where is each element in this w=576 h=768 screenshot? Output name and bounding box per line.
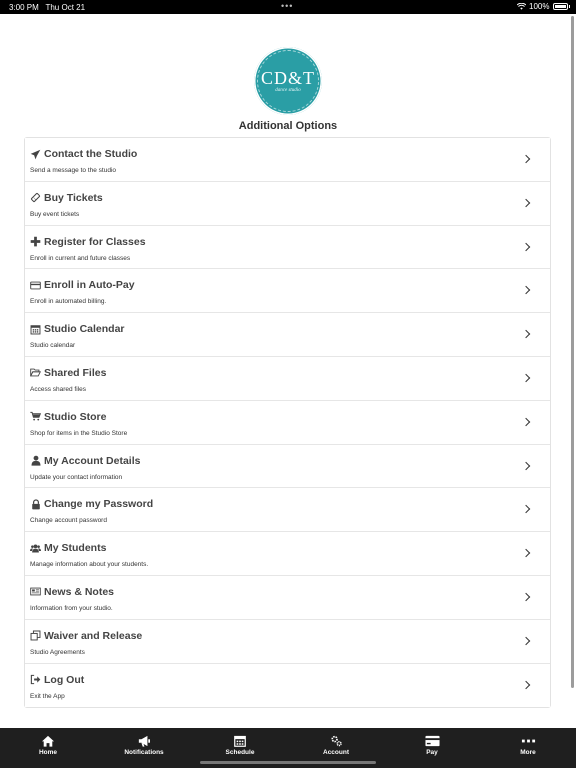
ellipsis-icon [521, 735, 536, 747]
option-subtitle: Change account password [30, 517, 107, 525]
page-title: Additional Options [238, 120, 338, 132]
option-buy-tickets[interactable] [25, 182, 550, 226]
users-icon [30, 543, 41, 554]
option-subtitle: Studio Agreements [30, 648, 85, 656]
option-enroll-in-auto-pay[interactable] [25, 269, 550, 313]
option-title-text: News & Notes [44, 585, 115, 598]
option-studio-calendar[interactable] [25, 313, 550, 357]
option-title [30, 236, 146, 248]
option-title-text: Waiver and Release [44, 629, 143, 642]
newspaper-icon [30, 586, 41, 597]
options-list [24, 137, 551, 708]
shopping-cart-icon [30, 411, 41, 422]
option-waiver-and-release[interactable] [25, 620, 550, 664]
option-subtitle: Exit the App [30, 692, 65, 700]
chevron-right-icon [522, 461, 530, 469]
chevron-right-icon [522, 505, 530, 513]
option-title-text: Contact the Studio [44, 148, 138, 160]
option-title [30, 455, 140, 467]
credit-card-icon [425, 735, 440, 747]
battery-percent: 100% [529, 2, 550, 11]
chevron-right-icon [522, 155, 530, 163]
sign-out-icon [30, 674, 41, 685]
tab-notifications[interactable] [96, 728, 192, 768]
tab-pay[interactable] [384, 728, 480, 768]
clone-icon [30, 630, 41, 641]
option-my-account-details[interactable] [25, 445, 550, 489]
calendar-icon [234, 735, 246, 747]
option-title-text: Register for Classes [44, 235, 146, 248]
option-subtitle: Update your contact information [30, 473, 123, 481]
tab-label: Notifications [124, 749, 164, 756]
option-title-text: Studio Calendar [44, 323, 125, 336]
option-subtitle: Shop for items in the Studio Store [30, 429, 128, 437]
option-title-text: Change my Password [44, 498, 154, 511]
option-title-text: Enroll in Auto-Pay [44, 279, 135, 292]
option-title [30, 586, 114, 598]
bullhorn-icon [137, 735, 151, 747]
option-title [30, 279, 135, 291]
plus-icon [30, 236, 41, 247]
option-subtitle: Manage information about your students. [30, 561, 149, 569]
option-shared-files[interactable] [25, 357, 550, 401]
option-change-my-password[interactable] [25, 488, 550, 532]
option-register-for-classes[interactable] [25, 226, 550, 270]
ticket-icon [30, 192, 41, 203]
option-subtitle: Enroll in automated billing. [30, 298, 107, 306]
chevron-right-icon [522, 374, 530, 382]
option-contact-the-studio[interactable] [25, 138, 550, 182]
calendar-icon [30, 324, 41, 335]
tab-label: Account [323, 749, 349, 756]
chevron-right-icon [522, 637, 530, 645]
option-subtitle: Information from your studio. [30, 604, 113, 612]
option-title-text: Shared Files [44, 366, 107, 379]
status-bar [0, 0, 576, 14]
option-title [30, 192, 103, 204]
option-title-text: Log Out [44, 673, 85, 686]
option-title-text: Buy Tickets [44, 191, 103, 204]
option-title-text: My Students [44, 542, 107, 555]
chevron-right-icon [522, 593, 530, 601]
tab-label: More [520, 749, 536, 756]
chevron-right-icon [522, 199, 530, 207]
tab-label: Home [38, 749, 58, 756]
option-title [30, 411, 106, 423]
option-title-text: Studio Store [44, 410, 107, 423]
lock-icon [30, 499, 41, 510]
credit-card-icon [30, 280, 41, 291]
chevron-right-icon [522, 418, 530, 426]
option-title [30, 148, 137, 160]
chevron-right-icon [522, 330, 530, 338]
cogs-icon [330, 735, 343, 747]
option-subtitle: Enroll in current and future classes [30, 254, 131, 262]
chevron-right-icon [522, 242, 530, 250]
status-right [517, 2, 570, 11]
option-title-text: My Account Details [44, 454, 141, 467]
chevron-right-icon [522, 286, 530, 294]
tab-label: Schedule [225, 749, 255, 756]
option-title [30, 498, 153, 510]
option-news-notes[interactable] [25, 576, 550, 620]
scroll-indicator[interactable] [571, 16, 574, 688]
option-title [30, 367, 106, 379]
tab-home[interactable] [0, 728, 96, 768]
multitasking-dots[interactable]: ••• [281, 1, 294, 11]
option-title [30, 542, 106, 554]
home-icon [41, 735, 55, 747]
paper-plane-icon [30, 149, 41, 160]
option-my-students[interactable] [25, 532, 550, 576]
home-indicator[interactable] [200, 761, 376, 764]
option-log-out[interactable] [25, 664, 550, 708]
option-title [30, 323, 125, 335]
option-studio-store[interactable] [25, 401, 550, 445]
option-title [30, 630, 142, 642]
chevron-right-icon [522, 549, 530, 557]
wifi-icon [517, 3, 526, 10]
tab-label: Pay [426, 749, 438, 756]
option-subtitle: Buy event tickets [30, 210, 80, 218]
status-time: 3:00 PM Thu Oct 21 [9, 3, 86, 12]
chevron-right-icon [522, 680, 530, 688]
option-title [30, 674, 84, 686]
logo-subtitle: dance studio [275, 88, 301, 93]
studio-logo [254, 47, 322, 115]
option-subtitle: Access shared files [30, 385, 86, 393]
tab-more[interactable] [480, 728, 576, 768]
user-icon [30, 455, 41, 466]
battery-icon [553, 3, 568, 10]
option-subtitle: Send a message to the studio [30, 167, 117, 174]
logo-text: CD&T [260, 68, 315, 88]
option-subtitle: Studio calendar [30, 342, 76, 350]
folder-open-icon [30, 367, 41, 378]
